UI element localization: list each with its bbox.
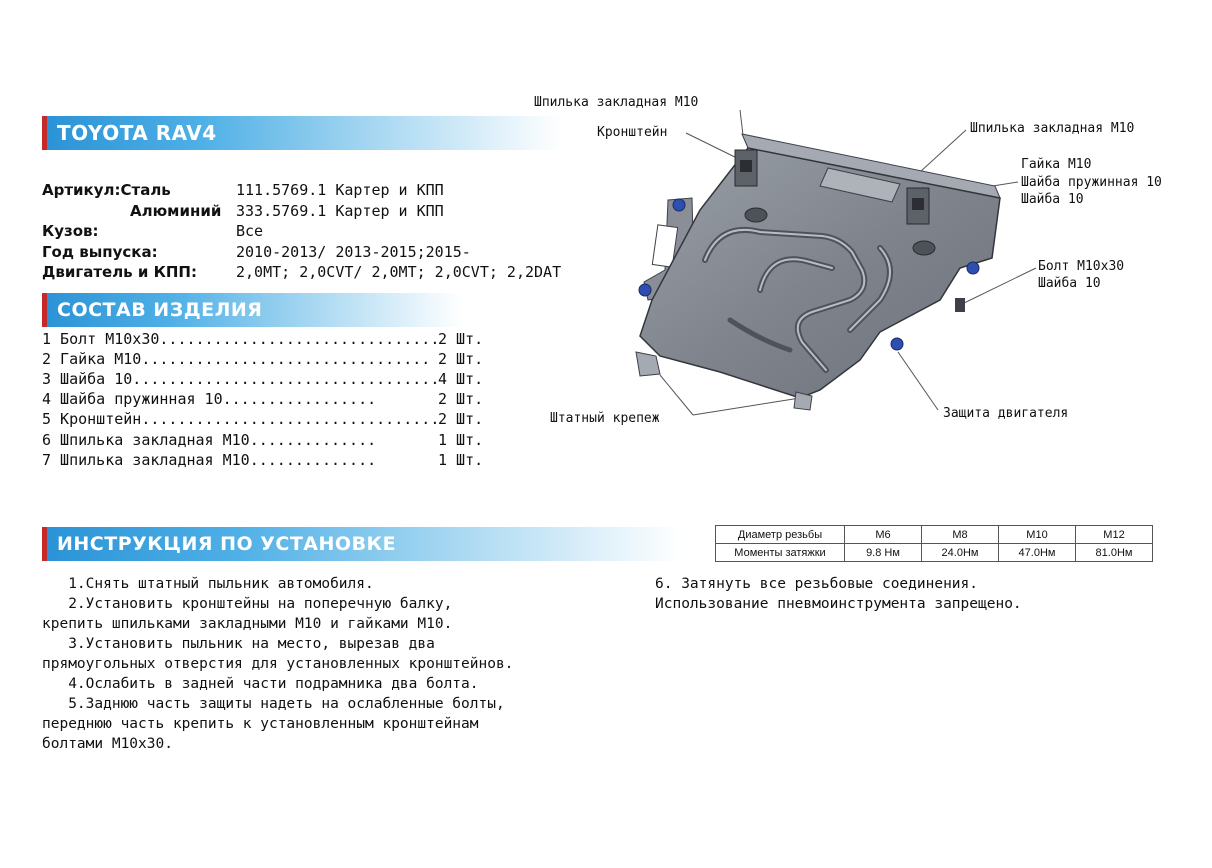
engine-label: Двигатель и КПП:: [42, 263, 197, 281]
item-qty: 2 Шт.: [438, 410, 484, 428]
steel-value: 111.5769.1 Картер и КПП: [236, 181, 444, 199]
label-washer-bottom: Шайба 10: [1038, 276, 1101, 291]
instruction-line: крепить шпильками закладными М10 и гайками М10.: [42, 616, 453, 632]
table-cell: 9.8 Нм: [845, 544, 922, 562]
item-qty: 2 Шт.: [438, 390, 484, 408]
table-cell: М6: [845, 526, 922, 544]
label-standard-mount: Штатный крепеж: [550, 411, 660, 426]
page-title: TOYOTA RAV4: [47, 116, 562, 150]
instruction-line: переднюю часть крепить к установленным кронштейнам: [42, 716, 479, 732]
guard-plate: [636, 134, 1000, 410]
instruction-line: 5.Заднюю часть защиты надеть на ослабленные болты,: [42, 696, 505, 712]
table-cell: Диаметр резьбы: [716, 526, 845, 544]
table-cell: 24.0Нм: [922, 544, 999, 562]
instruction-line: болтами М10х30.: [42, 736, 173, 752]
label-washer-top: Шайба 10: [1021, 192, 1084, 207]
item-text: 6 Шпилька закладная М10..............: [42, 431, 377, 449]
engine-value: 2,0MT; 2,0CVT/ 2,0MT; 2,0CVT; 2,2DAT: [236, 263, 562, 281]
label-bolt: Болт М10х30: [1038, 259, 1125, 274]
table-cell: Моменты затяжки: [716, 544, 845, 562]
item-text: 2 Гайка М10................................: [42, 350, 431, 368]
instruction-line: 4.Ослабить в задней части подрамника два болта.: [42, 676, 479, 692]
table-cell: М10: [999, 526, 1076, 544]
item-text: 5 Кронштейн.................................: [42, 410, 440, 428]
instruction-line: 3.Установить пыльник на место, вырезав два: [42, 636, 435, 652]
body-value: Все: [236, 222, 264, 240]
year-value: 2010-2013/ 2013-2015;2015-: [236, 243, 471, 261]
bracket-left: [735, 150, 757, 186]
table-cell: М12: [1076, 526, 1153, 544]
instructions-title: ИНСТРУКЦИЯ ПО УСТАНОВКЕ: [47, 527, 682, 561]
table-cell: М8: [922, 526, 999, 544]
bracket-right: [907, 188, 929, 224]
item-text: 4 Шайба пружинная 10.................: [42, 390, 377, 408]
instruction-line: 2.Установить кронштейны на поперечную балку,: [42, 596, 453, 612]
body-label: Кузов:: [42, 222, 99, 240]
item-text: 7 Шпилька закладная М10..............: [42, 451, 377, 469]
aluminum-value: 333.5769.1 Картер и КПП: [236, 202, 444, 220]
instruction-line: Использование пневмоинструмента запрещено.: [655, 596, 1022, 612]
instruction-line: прямоугольных отверстия для установленных кронштейнов.: [42, 656, 514, 672]
year-label: Год выпуска:: [42, 243, 158, 261]
label-nut: Гайка М10: [1021, 157, 1092, 172]
table-cell: 81.0Нм: [1076, 544, 1153, 562]
aluminum-label: Алюминий: [130, 202, 222, 220]
label-engine-guard: Защита двигателя: [943, 406, 1069, 421]
article-label: Артикул:: [42, 181, 121, 199]
label-stud-right: Шпилька закладная М10: [970, 121, 1135, 136]
contents-title: СОСТАВ ИЗДЕЛИЯ: [47, 293, 462, 327]
label-spring-washer: Шайба пружинная 10: [1021, 175, 1162, 190]
label-bracket: Кронштейн: [597, 125, 668, 140]
item-qty: 1 Шт.: [438, 431, 484, 449]
item-qty: 2 Шт.: [438, 350, 484, 368]
label-stud-top: Шпилька закладная М10: [534, 95, 699, 110]
item-text: 3 Шайба 10..................................: [42, 370, 440, 388]
item-qty: 1 Шт.: [438, 451, 484, 469]
steel-label: Сталь: [120, 181, 171, 199]
table-cell: 47.0Нм: [999, 544, 1076, 562]
item-qty: 2 Шт.: [438, 330, 484, 348]
instruction-line: 1.Снять штатный пыльник автомобиля.: [42, 576, 374, 592]
item-text: 1 Болт М10х30...............................: [42, 330, 440, 348]
instruction-line: 6. Затянуть все резьбовые соединения.: [655, 576, 979, 592]
item-qty: 4 Шт.: [438, 370, 484, 388]
